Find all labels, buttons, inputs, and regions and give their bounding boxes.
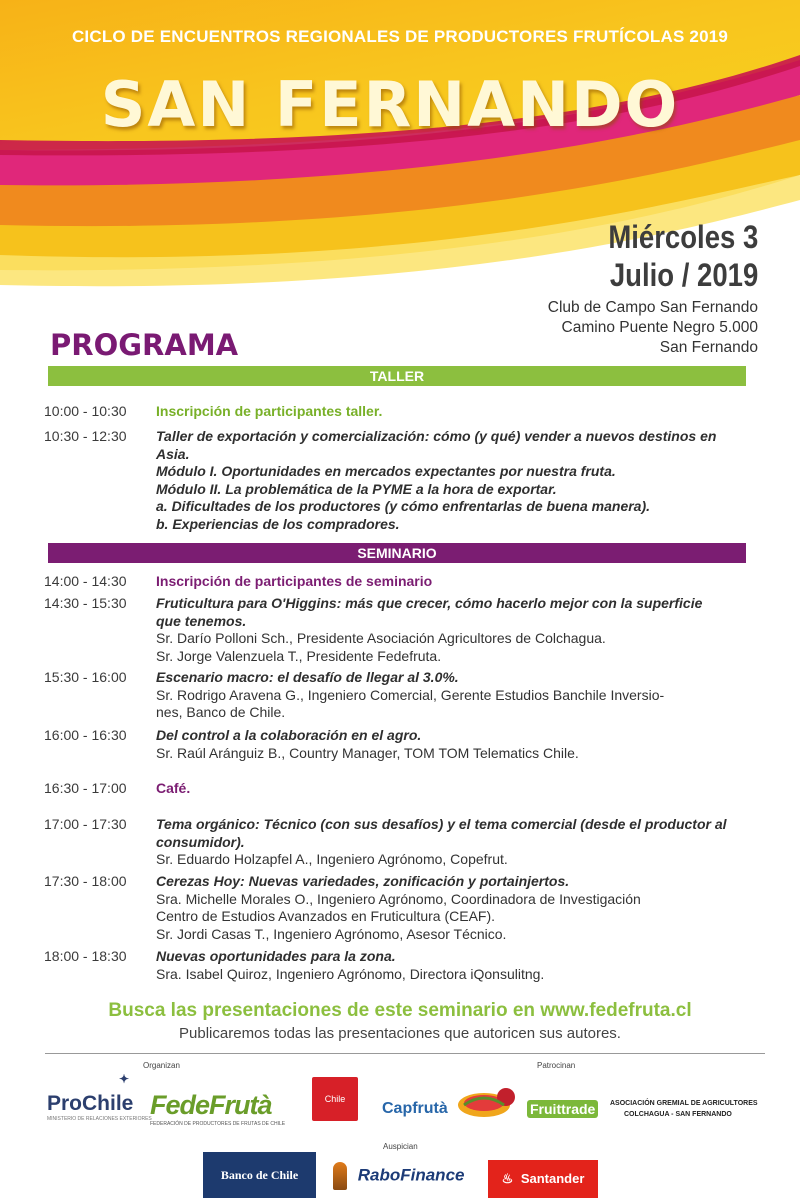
row-speaker: Sr. Darío Polloni Sch., Presidente Asociación Agricultores de Colchagua. [156,630,606,646]
santander-flame-icon: ♨ [501,1171,514,1186]
row-time: 14:30 - 15:30 [44,595,127,611]
santander-logo [488,1160,598,1198]
row-item-b: b. Experiencias de los compradores. [156,515,400,532]
santander-name: Santander [520,1171,585,1186]
prochile-star-icon: ✦ [119,1072,130,1086]
auspician-label: Auspician [383,1142,418,1151]
row-title: Inscripción de participantes de seminario [156,573,433,589]
row-title: Taller de exportación y comercialización: cómo (y qué) vender a nuevos destinos en [156,428,717,444]
banco-de-chile-logo: Banco de Chile [203,1152,316,1198]
fedefruta-name: FedeFrutà [150,1090,272,1120]
fruit-badge-icon [456,1085,518,1121]
divider [45,1053,765,1054]
row-speaker: Sr. Jorge Valenzuela T., Presidente Fedefruta. [156,647,442,664]
prochile-logo [47,1072,152,1122]
row-speaker-cont: Centro de Estudios Avanzados en Fruticultura (CEAF). [156,908,496,924]
rabo-figure-icon [333,1162,347,1190]
row-title: Tema orgánico: Técnico (con sus desafíos) y el tema comercial (desde el productor al [156,816,727,832]
row-time: 15:30 - 16:00 [44,669,127,685]
row-speaker: Sra. Michelle Morales O., Ingeniero Agrónomo, Coordinadora de Investigación [156,890,641,907]
agricultores-line-2: COLCHAGUA - SAN FERNANDO [624,1111,732,1118]
agricultores-line-1: ASOCIACIÓN GREMIAL DE AGRICULTORES [610,1100,758,1107]
row-speaker: Sr. Rodrigo Aravena G., Ingeniero Comercial, Gerente Estudios Banchile Inversio- [156,686,665,703]
row-title-cont: Asia. [156,445,190,462]
row-time: 16:00 - 16:30 [44,727,127,743]
chile-logo: Chile [312,1077,358,1121]
capfruta-logo [382,1100,448,1118]
row-speaker: Sra. Isabel Quiroz, Ingeniero Agrónomo, Directora iQonsulitng. [156,965,545,982]
publish-note: Publicaremos todas las presentaciones que autoricen sus autores. [179,1025,621,1042]
row-speaker-cont: nes, Banco de Chile. [156,704,286,720]
cycle-title: CICLO DE ENCUENTROS REGIONALES DE PRODUCTORES FRUTÍCOLAS 2019 [71,27,729,46]
row-time: 16:30 - 17:00 [44,780,127,796]
rabofinance-logo [333,1162,464,1190]
row-time: 10:00 - 10:30 [44,403,127,419]
row-time: 10:30 - 12:30 [44,428,127,444]
presentations-link-text[interactable]: Busca las presentaciones de este seminario en www.fedefruta.cl [108,1000,692,1021]
fruittrade-logo: Fruittrade [527,1100,598,1118]
row-title: Inscripción de participantes taller. [156,403,383,419]
row-title: Fruticultura para O'Higgins: más que crecer, cómo hacerlo mejor con la superficie [156,595,703,611]
patrocinan-label: Patrocinan [537,1061,576,1070]
row-module-1: Módulo I. Oportunidades en mercados expectantes por nuestra fruta. [156,463,616,479]
row-speaker: Sr. Jordi Casas T., Ingeniero Agrónomo, Asesor Técnico. [156,925,507,942]
row-speaker: Sr. Raúl Aránguiz B., Country Manager, TOM TOM Telematics Chile. [156,744,579,761]
venue-address: Camino Puente Negro 5.000 [561,319,758,336]
row-module-2: Módulo II. La problemática de la PYME a la hora de exportar. [156,480,557,497]
seminario-section-bar: SEMINARIO [48,543,746,563]
row-title: Escenario macro: el desafío de llegar al 3.0%. [156,669,459,685]
row-speaker: Sr. Eduardo Holzapfel A., Ingeniero Agrónomo, Copefrut. [156,851,508,867]
row-title: Del control a la colaboración en el agro. [156,727,422,743]
event-day: Miércoles 3 [608,219,758,255]
rabofinance-name: RaboFinance [357,1165,465,1185]
venue-name: Club de Campo San Fernando [547,299,758,316]
fedefruta-logo [150,1090,285,1127]
row-title: Café. [156,780,191,796]
event-month-year: Julio / 2019 [609,257,758,293]
row-time: 17:30 - 18:00 [44,873,127,889]
agricultores-logo [610,1098,770,1120]
programa-heading: PROGRAMA [50,328,239,362]
row-title-cont: consumidor). [156,833,245,850]
row-title: Nuevas oportunidades para la zona. [156,948,396,964]
venue-city: San Fernando [659,339,758,356]
row-item-a: a. Dificultades de los productores (y cómo enfrentarlas de buena manera). [156,498,651,514]
row-time: 18:00 - 18:30 [44,948,127,964]
taller-section-bar: TALLER [48,366,746,386]
event-date-venue [548,218,758,358]
city-title: SAN FERNANDO [100,68,680,141]
row-time: 14:00 - 14:30 [44,573,127,589]
prochile-name: ProChile [47,1092,134,1115]
organizan-label: Organizan [143,1061,180,1070]
capfruta-name: Capfrutà [382,1100,448,1117]
row-title-cont: que tenemos. [156,612,247,629]
fedefruta-subtitle: FEDERACIÓN DE PRODUCTORES DE FRUTAS DE CHILE [150,1121,286,1127]
row-time: 17:00 - 17:30 [44,816,127,832]
prochile-subtitle: MINISTERIO DE RELACIONES EXTERIORES [47,1116,152,1122]
row-title: Cerezas Hoy: Nuevas variedades, zonificación y portainjertos. [156,873,570,889]
